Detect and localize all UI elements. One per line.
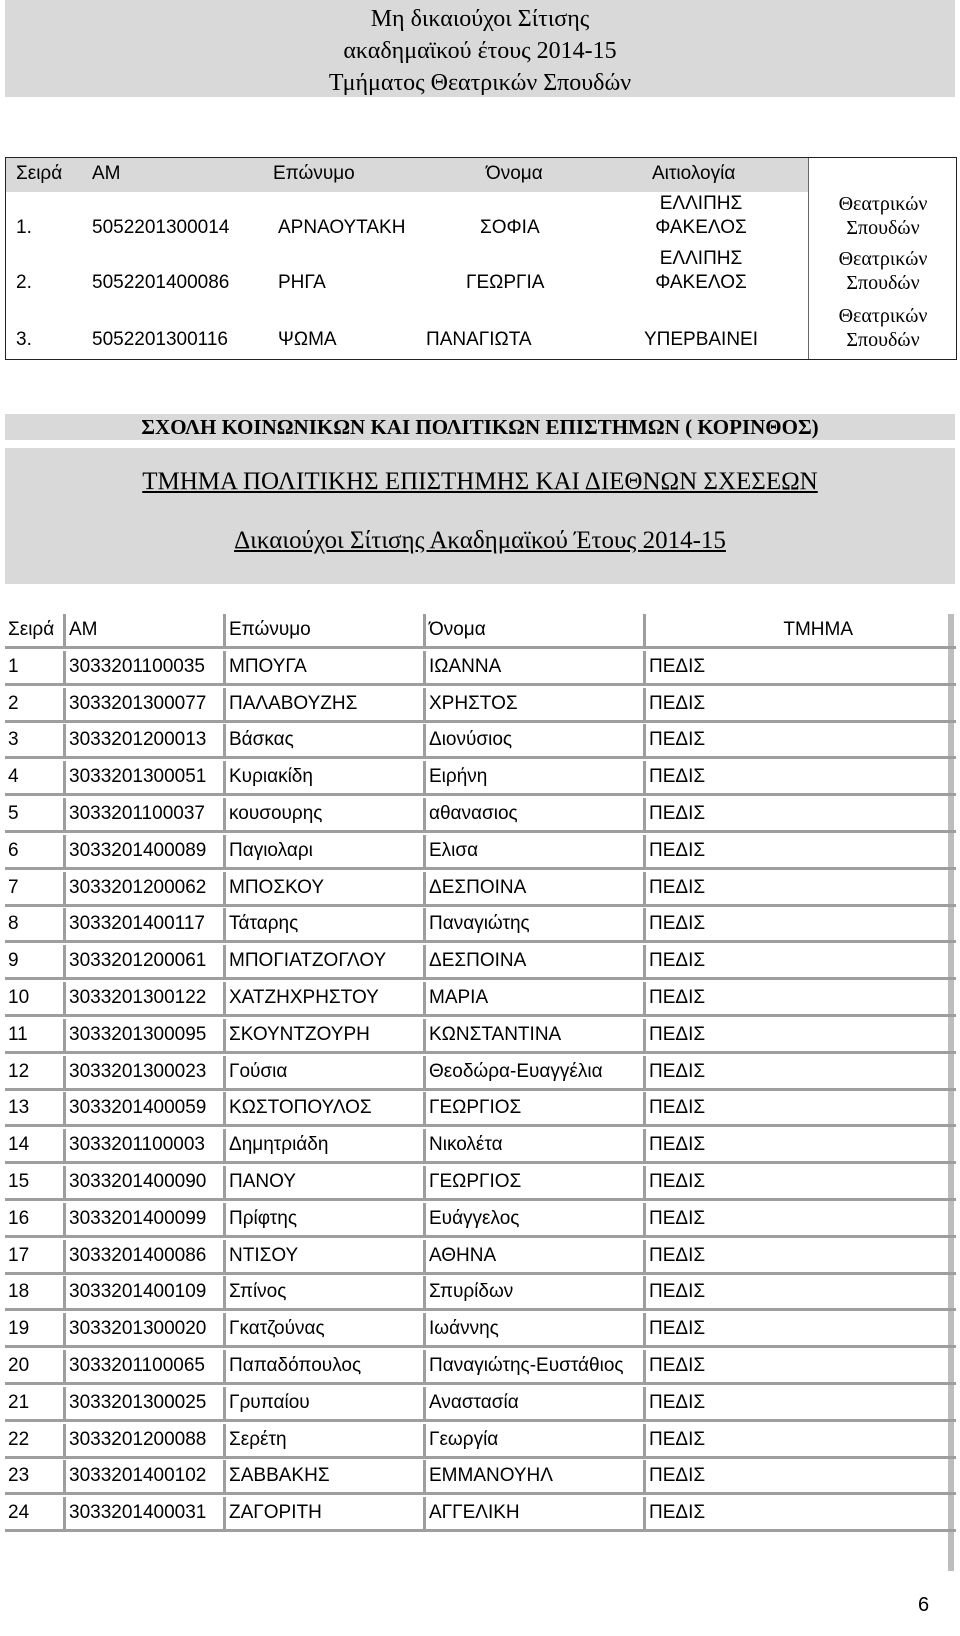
cell-dept: ΠΕΔΙΣ <box>649 1171 706 1192</box>
cell-dept: ΠΕΔΙΣ <box>649 1465 706 1487</box>
table-row-am: 5052201400086 <box>92 272 230 293</box>
cell-name: ΔΕΣΠΟΙΝΑ <box>429 876 527 898</box>
cell-dept: ΠΕΔΙΣ <box>649 1023 706 1045</box>
cell-am: 3033201300020 <box>69 1318 207 1340</box>
cell-surname: ΜΠΟΣΚΟΥ <box>229 876 324 898</box>
cell-name: ΑΘΗΝΑ <box>429 1244 497 1266</box>
cell-seq: 9 <box>8 950 19 972</box>
cell-am: 3033201100037 <box>69 803 205 824</box>
cell-surname: ΣΚΟΥΝΤΖΟΥΡΗ <box>229 1023 370 1045</box>
header-reason: Αιτιολογία <box>652 163 736 184</box>
cell-surname: Πρίφτης <box>229 1207 298 1229</box>
table-row <box>5 1460 956 1495</box>
cell-dept: ΠΕΔΙΣ <box>649 1318 706 1340</box>
cell-surname: Γούσια <box>229 1060 288 1082</box>
cell-surname: ΖΑΓΟΡΙΤΗ <box>229 1502 322 1524</box>
table-row-name: ΠΑΝΑΓΙΩΤΑ <box>426 329 532 350</box>
non-eligible-header <box>5 0 955 97</box>
table-row-dept: Σπουδών <box>846 329 920 351</box>
header-line-2: ακαδημαϊκού έτους 2014-15 <box>343 38 617 64</box>
cell-name: ΙΩΑΝΝΑ <box>429 655 502 677</box>
cell-am: 3033201400086 <box>69 1244 207 1266</box>
cell-dept: ΠΕΔΙΣ <box>649 950 706 972</box>
table-row <box>5 1056 956 1091</box>
cell-seq: 15 <box>8 1171 30 1192</box>
cell-seq: 14 <box>8 1134 30 1156</box>
cell-name: ΜΑΡΙΑ <box>429 987 489 1008</box>
cell-surname: Τάταρης <box>229 913 299 935</box>
header-dept: ΤΜΗΜΑ <box>783 619 853 640</box>
table-row <box>5 1424 956 1459</box>
table-row <box>5 688 956 723</box>
cell-seq: 5 <box>8 803 19 824</box>
table-row <box>5 761 956 796</box>
cell-surname: ΜΠΟΥΓΑ <box>229 655 307 677</box>
table-row-dept: Θεατρικών <box>838 305 928 327</box>
cell-dept: ΠΕΔΙΣ <box>649 1244 706 1266</box>
cell-name: ΕΜΜΑΝΟΥΗΛ <box>429 1465 553 1487</box>
cell-name: Σπυρίδων <box>429 1281 514 1303</box>
school-header <box>5 414 955 584</box>
table-row-seq: 1. <box>16 217 32 238</box>
cell-am: 3033201200061 <box>69 950 207 972</box>
cell-surname: Δημητριάδη <box>229 1134 329 1156</box>
cell-am: 3033201400102 <box>69 1465 207 1487</box>
cell-dept: ΠΕΔΙΣ <box>649 876 706 898</box>
eligible-table <box>0 614 960 1571</box>
cell-surname: ΣΑΒΒΑΚΗΣ <box>229 1465 330 1487</box>
cell-surname: Γκατζούνας <box>229 1318 325 1340</box>
cell-am: 3033201200088 <box>69 1428 207 1450</box>
page-number: 6 <box>918 1594 930 1616</box>
cell-seq: 3 <box>8 729 19 751</box>
cell-seq: 21 <box>8 1391 30 1413</box>
cell-dept: ΠΕΔΙΣ <box>649 1207 706 1229</box>
cell-am: 3033201100065 <box>69 1355 205 1376</box>
cell-name: ΓΕΩΡΓΙΟΣ <box>429 1171 522 1192</box>
table-row <box>5 798 956 833</box>
cell-surname: Παγιολαρι <box>229 839 313 861</box>
cell-seq: 19 <box>8 1318 30 1340</box>
cell-seq: 6 <box>8 839 19 861</box>
cell-am: 3033201400090 <box>69 1171 207 1192</box>
table-row-reason: ΦΑΚΕΛΟΣ <box>655 272 747 293</box>
table-row <box>5 1203 956 1238</box>
cell-name: αθανασιος <box>429 803 518 824</box>
school-title: ΣΧΟΛΗ ΚΟΙΝΩΝΙΚΩΝ ΚΑΙ ΠΟΛΙΤΙΚΩΝ ΕΠΙΣΤΗΜΩΝ ( ΚΟΡΙΝΘΟΣ) <box>141 415 819 439</box>
cell-name: ΔΕΣΠΟΙΝΑ <box>429 950 527 972</box>
header-am: ΑΜ <box>92 163 121 184</box>
cell-surname: Σερέτη <box>229 1428 287 1450</box>
table-row <box>5 1129 956 1164</box>
cell-name: Γεωργία <box>429 1428 499 1450</box>
cell-seq: 7 <box>8 876 19 898</box>
cell-seq: 17 <box>8 1244 30 1266</box>
cell-dept: ΠΕΔΙΣ <box>649 1502 706 1524</box>
cell-am: 3033201100035 <box>69 655 205 677</box>
table-row <box>5 1019 956 1054</box>
table-row <box>5 1350 956 1385</box>
cell-surname: ΜΠΟΓΙΑΤΖΟΓΛΟΥ <box>229 950 387 972</box>
table-row-seq: 2. <box>16 272 32 293</box>
cell-am: 3033201400117 <box>69 913 205 935</box>
header-seq: Σειρά <box>8 619 55 640</box>
cell-am: 3033201300095 <box>69 1023 207 1045</box>
cell-name: ΑΓΓΕΛΙΚΗ <box>429 1502 520 1524</box>
cell-am: 3033201300023 <box>69 1060 207 1082</box>
cell-seq: 20 <box>8 1355 30 1376</box>
eligible-title: Δικαιούχοι Σίτισης Ακαδημαϊκού Έτους 2014-15 <box>234 527 726 554</box>
table-row <box>5 1313 956 1348</box>
cell-name: Ιωάννης <box>429 1318 499 1340</box>
non-eligible-table <box>5 157 957 360</box>
cell-seq: 10 <box>8 987 30 1008</box>
table-row-am: 5052201300116 <box>92 329 228 350</box>
cell-am: 3033201400089 <box>69 839 207 861</box>
cell-surname: ΠΑΝΟΥ <box>229 1171 296 1192</box>
cell-dept: ΠΕΔΙΣ <box>649 766 706 788</box>
cell-seq: 24 <box>8 1502 30 1524</box>
cell-am: 3033201300025 <box>69 1391 207 1413</box>
cell-seq: 13 <box>8 1097 30 1119</box>
cell-name: Αναστασία <box>429 1391 519 1413</box>
cell-seq: 22 <box>8 1428 30 1450</box>
cell-name: ΧΡΗΣΤΟΣ <box>429 692 518 714</box>
table-row <box>5 1497 956 1532</box>
cell-seq: 18 <box>8 1281 30 1303</box>
cell-am: 3033201400059 <box>69 1097 207 1119</box>
cell-seq: 4 <box>8 766 19 788</box>
cell-surname: ΧΑΤΖΗΧΡΗΣΤΟΥ <box>229 987 379 1008</box>
table-row <box>5 1276 956 1311</box>
cell-seq: 11 <box>8 1023 28 1045</box>
table-row-reason: ΥΠΕΡΒΑΙΝΕΙ <box>643 329 759 350</box>
table-row-name: ΣΟΦΙΑ <box>480 217 540 238</box>
header-name: Όνομα <box>429 619 486 640</box>
cell-dept: ΠΕΔΙΣ <box>649 839 706 861</box>
cell-name: Ευάγγελος <box>429 1207 520 1229</box>
table-row-surname: ΨΩΜΑ <box>278 329 337 350</box>
cell-dept: ΠΕΔΙΣ <box>649 1060 706 1082</box>
header-surname: Επώνυμο <box>273 163 355 184</box>
table-row <box>5 1240 956 1275</box>
header-seq: Σειρά <box>16 163 63 184</box>
cell-name: Θεοδώρα-Ευαγγέλια <box>429 1060 603 1082</box>
table-row <box>5 872 956 907</box>
header-line-1: Μη δικαιούχοι Σίτισης <box>370 6 590 32</box>
cell-surname: ΝΤΙΣΟΥ <box>229 1244 299 1266</box>
cell-name: Ειρήνη <box>429 766 488 788</box>
cell-seq: 8 <box>8 913 19 935</box>
cell-am: 3033201100003 <box>69 1134 205 1156</box>
header-surname: Επώνυμο <box>229 619 311 640</box>
cell-dept: ΠΕΔΙΣ <box>649 803 706 824</box>
cell-am: 3033201400109 <box>69 1281 207 1303</box>
header-line-3: Τμήματος Θεατρικών Σπουδών <box>328 70 632 96</box>
cell-name: ΚΩΝΣΤΑΝΤΙΝΑ <box>429 1023 562 1045</box>
cell-name: Ελισα <box>429 839 479 861</box>
cell-surname: ΠΑΛΑΒΟΥΖΗΣ <box>229 692 358 714</box>
cell-dept: ΠΕΔΙΣ <box>649 1134 706 1156</box>
column-divider <box>808 158 809 359</box>
table-row-surname: ΡΗΓΑ <box>278 272 326 293</box>
cell-surname: Παπαδόπουλος <box>229 1355 362 1376</box>
table-row <box>5 945 956 980</box>
cell-name: Νικολέτα <box>429 1134 503 1156</box>
table-row <box>5 835 956 870</box>
cell-dept: ΠΕΔΙΣ <box>649 1428 706 1450</box>
cell-surname: Βάσκας <box>229 729 294 751</box>
table-row-am: 5052201300014 <box>92 217 230 238</box>
cell-dept: ΠΕΔΙΣ <box>649 1281 706 1303</box>
table-row <box>5 982 956 1017</box>
cell-surname: Κυριακίδη <box>229 766 313 788</box>
table-row-dept: Θεατρικών <box>838 193 928 215</box>
cell-dept: ΠΕΔΙΣ <box>649 1391 706 1413</box>
table-row <box>5 724 956 759</box>
cell-am: 3033201400099 <box>69 1207 207 1229</box>
cell-am: 3033201300122 <box>69 987 207 1008</box>
header-name: Όνομα <box>486 163 543 184</box>
table-row-dept: Θεατρικών <box>838 248 928 270</box>
table-row-surname: ΑΡΝΑΟΥΤΑΚΗ <box>278 217 406 238</box>
cell-am: 3033201200062 <box>69 876 207 898</box>
cell-dept: ΠΕΔΙΣ <box>649 1355 706 1376</box>
cell-dept: ΠΕΔΙΣ <box>649 729 706 751</box>
table-row <box>5 1387 956 1422</box>
table-row-reason: ΕΛΛΙΠΗΣ <box>659 248 743 269</box>
cell-name: ΓΕΩΡΓΙΟΣ <box>429 1097 522 1119</box>
table-row <box>5 908 956 943</box>
cell-dept: ΠΕΔΙΣ <box>649 987 706 1008</box>
table-row <box>5 1092 956 1127</box>
table-row-reason: ΕΛΛΙΠΗΣ <box>659 193 743 214</box>
cell-seq: 2 <box>8 692 19 714</box>
table-row-name: ΓΕΩΡΓΙΑ <box>466 272 545 293</box>
cell-dept: ΠΕΔΙΣ <box>649 913 706 935</box>
header-am: ΑΜ <box>69 619 98 640</box>
header-separator <box>5 440 955 448</box>
cell-seq: 23 <box>8 1465 30 1487</box>
cell-am: 3033201200013 <box>69 729 207 751</box>
cell-surname: Σπίνος <box>229 1281 287 1303</box>
cell-name: Παναγιώτης <box>429 913 530 935</box>
department-title: ΤΜΗΜΑ ΠΟΛΙΤΙΚΗΣ ΕΠΙΣΤΗΜΗΣ ΚΑΙ ΔΙΕΘΝΩΝ ΣΧΕΣΕΩΝ <box>142 468 818 495</box>
table-row <box>5 651 956 686</box>
table-row-dept: Σπουδών <box>846 272 920 294</box>
cell-seq: 12 <box>8 1060 30 1082</box>
cell-dept: ΠΕΔΙΣ <box>649 655 706 677</box>
table-header-row <box>5 614 956 649</box>
cell-seq: 16 <box>8 1207 30 1229</box>
cell-surname: Γρυπαίου <box>229 1391 310 1413</box>
cell-dept: ΠΕΔΙΣ <box>649 692 706 714</box>
cell-am: 3033201400031 <box>69 1502 207 1524</box>
cell-name: Διονύσιος <box>429 729 513 751</box>
table-row-dept: Σπουδών <box>846 217 920 239</box>
cell-surname: κουσουρης <box>229 803 323 824</box>
table-row-reason: ΦΑΚΕΛΟΣ <box>655 217 747 238</box>
cell-am: 3033201300077 <box>69 692 207 714</box>
table-row <box>5 1166 956 1201</box>
cell-dept: ΠΕΔΙΣ <box>649 1097 706 1119</box>
cell-surname: ΚΩΣΤΟΠΟΥΛΟΣ <box>229 1097 372 1119</box>
cell-am: 3033201300051 <box>69 766 207 788</box>
cell-name: Παναγιώτης-Ευστάθιος <box>429 1355 624 1376</box>
table-row-seq: 3. <box>16 329 32 350</box>
cell-seq: 1 <box>8 655 19 677</box>
